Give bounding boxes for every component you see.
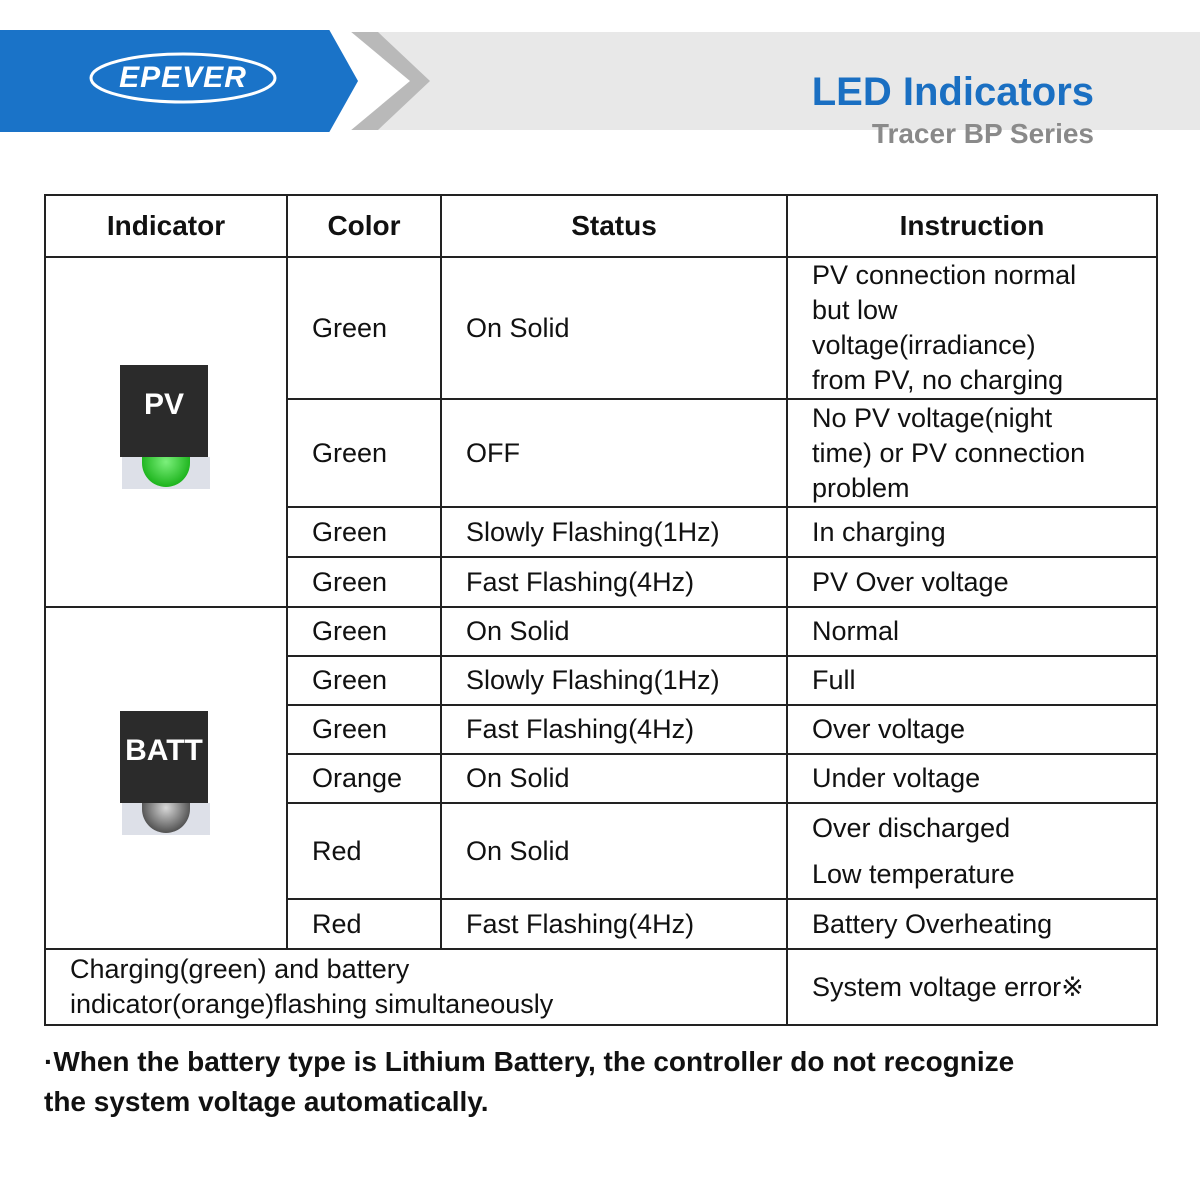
cell-instruction: In charging [787, 507, 1157, 557]
batt-led-label: BATT [120, 711, 208, 803]
cell-color: Green [287, 257, 441, 399]
cell-status: Fast Flashing(4Hz) [441, 557, 787, 607]
table-row [45, 607, 1157, 656]
cell-color: Orange [287, 754, 441, 803]
pv-led-icon [120, 365, 212, 493]
cell-instruction: PV connection normal but low voltage(irradiance) from PV, no charging [787, 257, 1157, 399]
col-header-instruction: Instruction [787, 195, 1157, 257]
table-header-row [45, 195, 1157, 257]
system-row-description: Charging(green) and battery indicator(orange)flashing simultaneously [45, 949, 787, 1025]
cell-color: Red [287, 899, 441, 949]
pv-led-label: PV [120, 365, 208, 457]
col-header-indicator: Indicator [45, 195, 287, 257]
cell-instruction: Battery Overheating [787, 899, 1157, 949]
page-title: LED Indicators [811, 70, 1094, 114]
pv-indicator-cell [45, 257, 287, 607]
cell-color: Green [287, 557, 441, 607]
col-header-color: Color [287, 195, 441, 257]
cell-instruction: Normal [787, 607, 1157, 656]
batt-indicator-cell [45, 607, 287, 949]
cell-status: Fast Flashing(4Hz) [441, 705, 787, 754]
cell-color: Green [287, 399, 441, 507]
cell-status: OFF [441, 399, 787, 507]
cell-instruction: PV Over voltage [787, 557, 1157, 607]
cell-color: Green [287, 507, 441, 557]
cell-status: On Solid [441, 607, 787, 656]
system-row-instruction: System voltage error※ [787, 949, 1157, 1025]
cell-status: On Solid [441, 257, 787, 399]
cell-status: Slowly Flashing(1Hz) [441, 507, 787, 557]
brand-logo [88, 48, 278, 108]
cell-status: Slowly Flashing(1Hz) [441, 656, 787, 705]
batt-led-icon [120, 711, 212, 839]
system-voltage-row [45, 949, 1157, 1025]
footnote [44, 1042, 1164, 1122]
cell-status: On Solid [441, 803, 787, 899]
page-subtitle: Tracer BP Series [871, 118, 1094, 149]
led-indicator-table [44, 194, 1158, 1026]
cell-color: Green [287, 607, 441, 656]
col-header-status: Status [441, 195, 787, 257]
cell-color: Red [287, 803, 441, 899]
table-row [45, 257, 1157, 399]
cell-instruction: Full [787, 656, 1157, 705]
cell-color: Green [287, 656, 441, 705]
cell-instruction: Under voltage [787, 754, 1157, 803]
cell-color: Green [287, 705, 441, 754]
cell-status: On Solid [441, 754, 787, 803]
cell-instruction: Over discharged Low temperature [787, 803, 1157, 899]
cell-instruction: No PV voltage(night time) or PV connection problem [787, 399, 1157, 507]
brand-logo-text: EPEVER [119, 61, 247, 94]
footnote-line-1: ·When the battery type is Lithium Battery, the controller do not recognize [44, 1046, 1015, 1077]
footnote-line-2: the system voltage automatically. [44, 1086, 489, 1117]
cell-instruction: Over voltage [787, 705, 1157, 754]
cell-status: Fast Flashing(4Hz) [441, 899, 787, 949]
